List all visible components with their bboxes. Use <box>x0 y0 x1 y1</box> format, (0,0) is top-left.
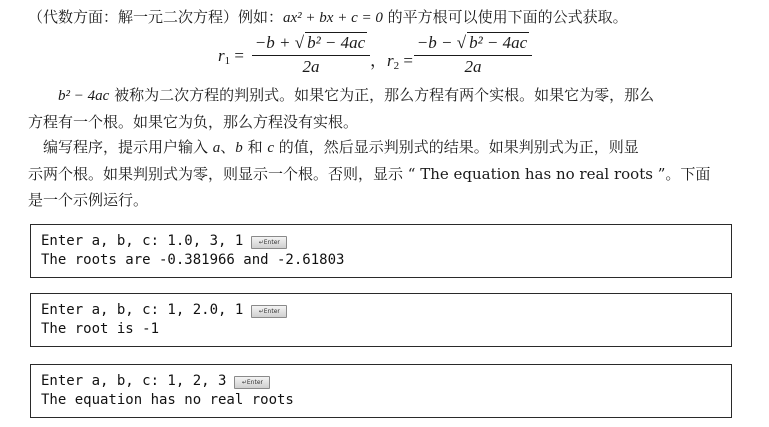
prompt-line: Enter a, b, c: 1, 2, 3 ↵Enter <box>41 372 721 391</box>
output-line: The equation has no real roots <box>41 392 294 408</box>
r2-fraction <box>414 32 532 77</box>
enter-key-icon: ↵Enter <box>234 376 270 389</box>
paragraph-line: b² − 4ac 被称为二次方程的判别式。如果它为正，那么方程有两个实根。如果它为零，那么 <box>58 86 655 104</box>
quadratic-equation: ax² + bx + c = 0 <box>283 10 383 26</box>
paragraph-line: 编写程序，提示用户输入 a、b 和 c 的值，然后显示判别式的结果。如果判别式为正，则显 <box>28 138 639 156</box>
paragraph-line: 方程有一个根。如果它为负，那么方程没有实根。 <box>28 113 359 131</box>
output-line: The root is -1 <box>41 321 160 337</box>
r1-label: $r_1$ = <box>218 46 244 67</box>
sample-run-3 <box>30 364 732 418</box>
task-paragraph <box>28 134 710 213</box>
prompt-line: Enter a, b, c: 1, 2.0, 1 ↵Enter <box>41 301 721 320</box>
paragraph-line: 是一个示例运行。 <box>28 191 149 209</box>
fraction-bar <box>414 55 532 56</box>
intro-line <box>28 6 758 29</box>
enter-key-icon: ↵Enter <box>251 305 287 318</box>
output-line: The roots are -0.381966 and -2.61803 <box>41 252 345 268</box>
r1-numerator: −b + √ b² − 4ac <box>254 33 366 52</box>
quadratic-formula <box>218 30 538 86</box>
r1-fraction <box>252 32 370 77</box>
r2-denominator: 2a <box>464 57 482 76</box>
prompt-line: Enter a, b, c: 1.0, 3, 1 ↵Enter <box>41 232 721 251</box>
sample-run-2 <box>30 293 732 347</box>
r1-denominator: 2a <box>302 57 320 76</box>
fraction-bar <box>252 55 370 56</box>
r2-numerator: −b − √ b² − 4ac <box>416 33 528 52</box>
discriminant-expression: b² − 4ac <box>58 88 110 104</box>
intro-suffix: 的平方根可以使用下面的公式获取。 <box>382 8 628 26</box>
r2-label: ，$r_2$ = <box>370 51 413 72</box>
enter-key-icon: ↵Enter <box>251 236 287 249</box>
paragraph-line: 示两个根。如果判别式为零，则显示一个根。否则，显示 “ The equation has no real roots ”。下面 <box>28 165 711 183</box>
sample-run-1 <box>30 224 732 278</box>
intro-prefix: （代数方面：解一元二次方程）例如： <box>28 8 284 26</box>
discriminant-paragraph <box>28 82 654 135</box>
